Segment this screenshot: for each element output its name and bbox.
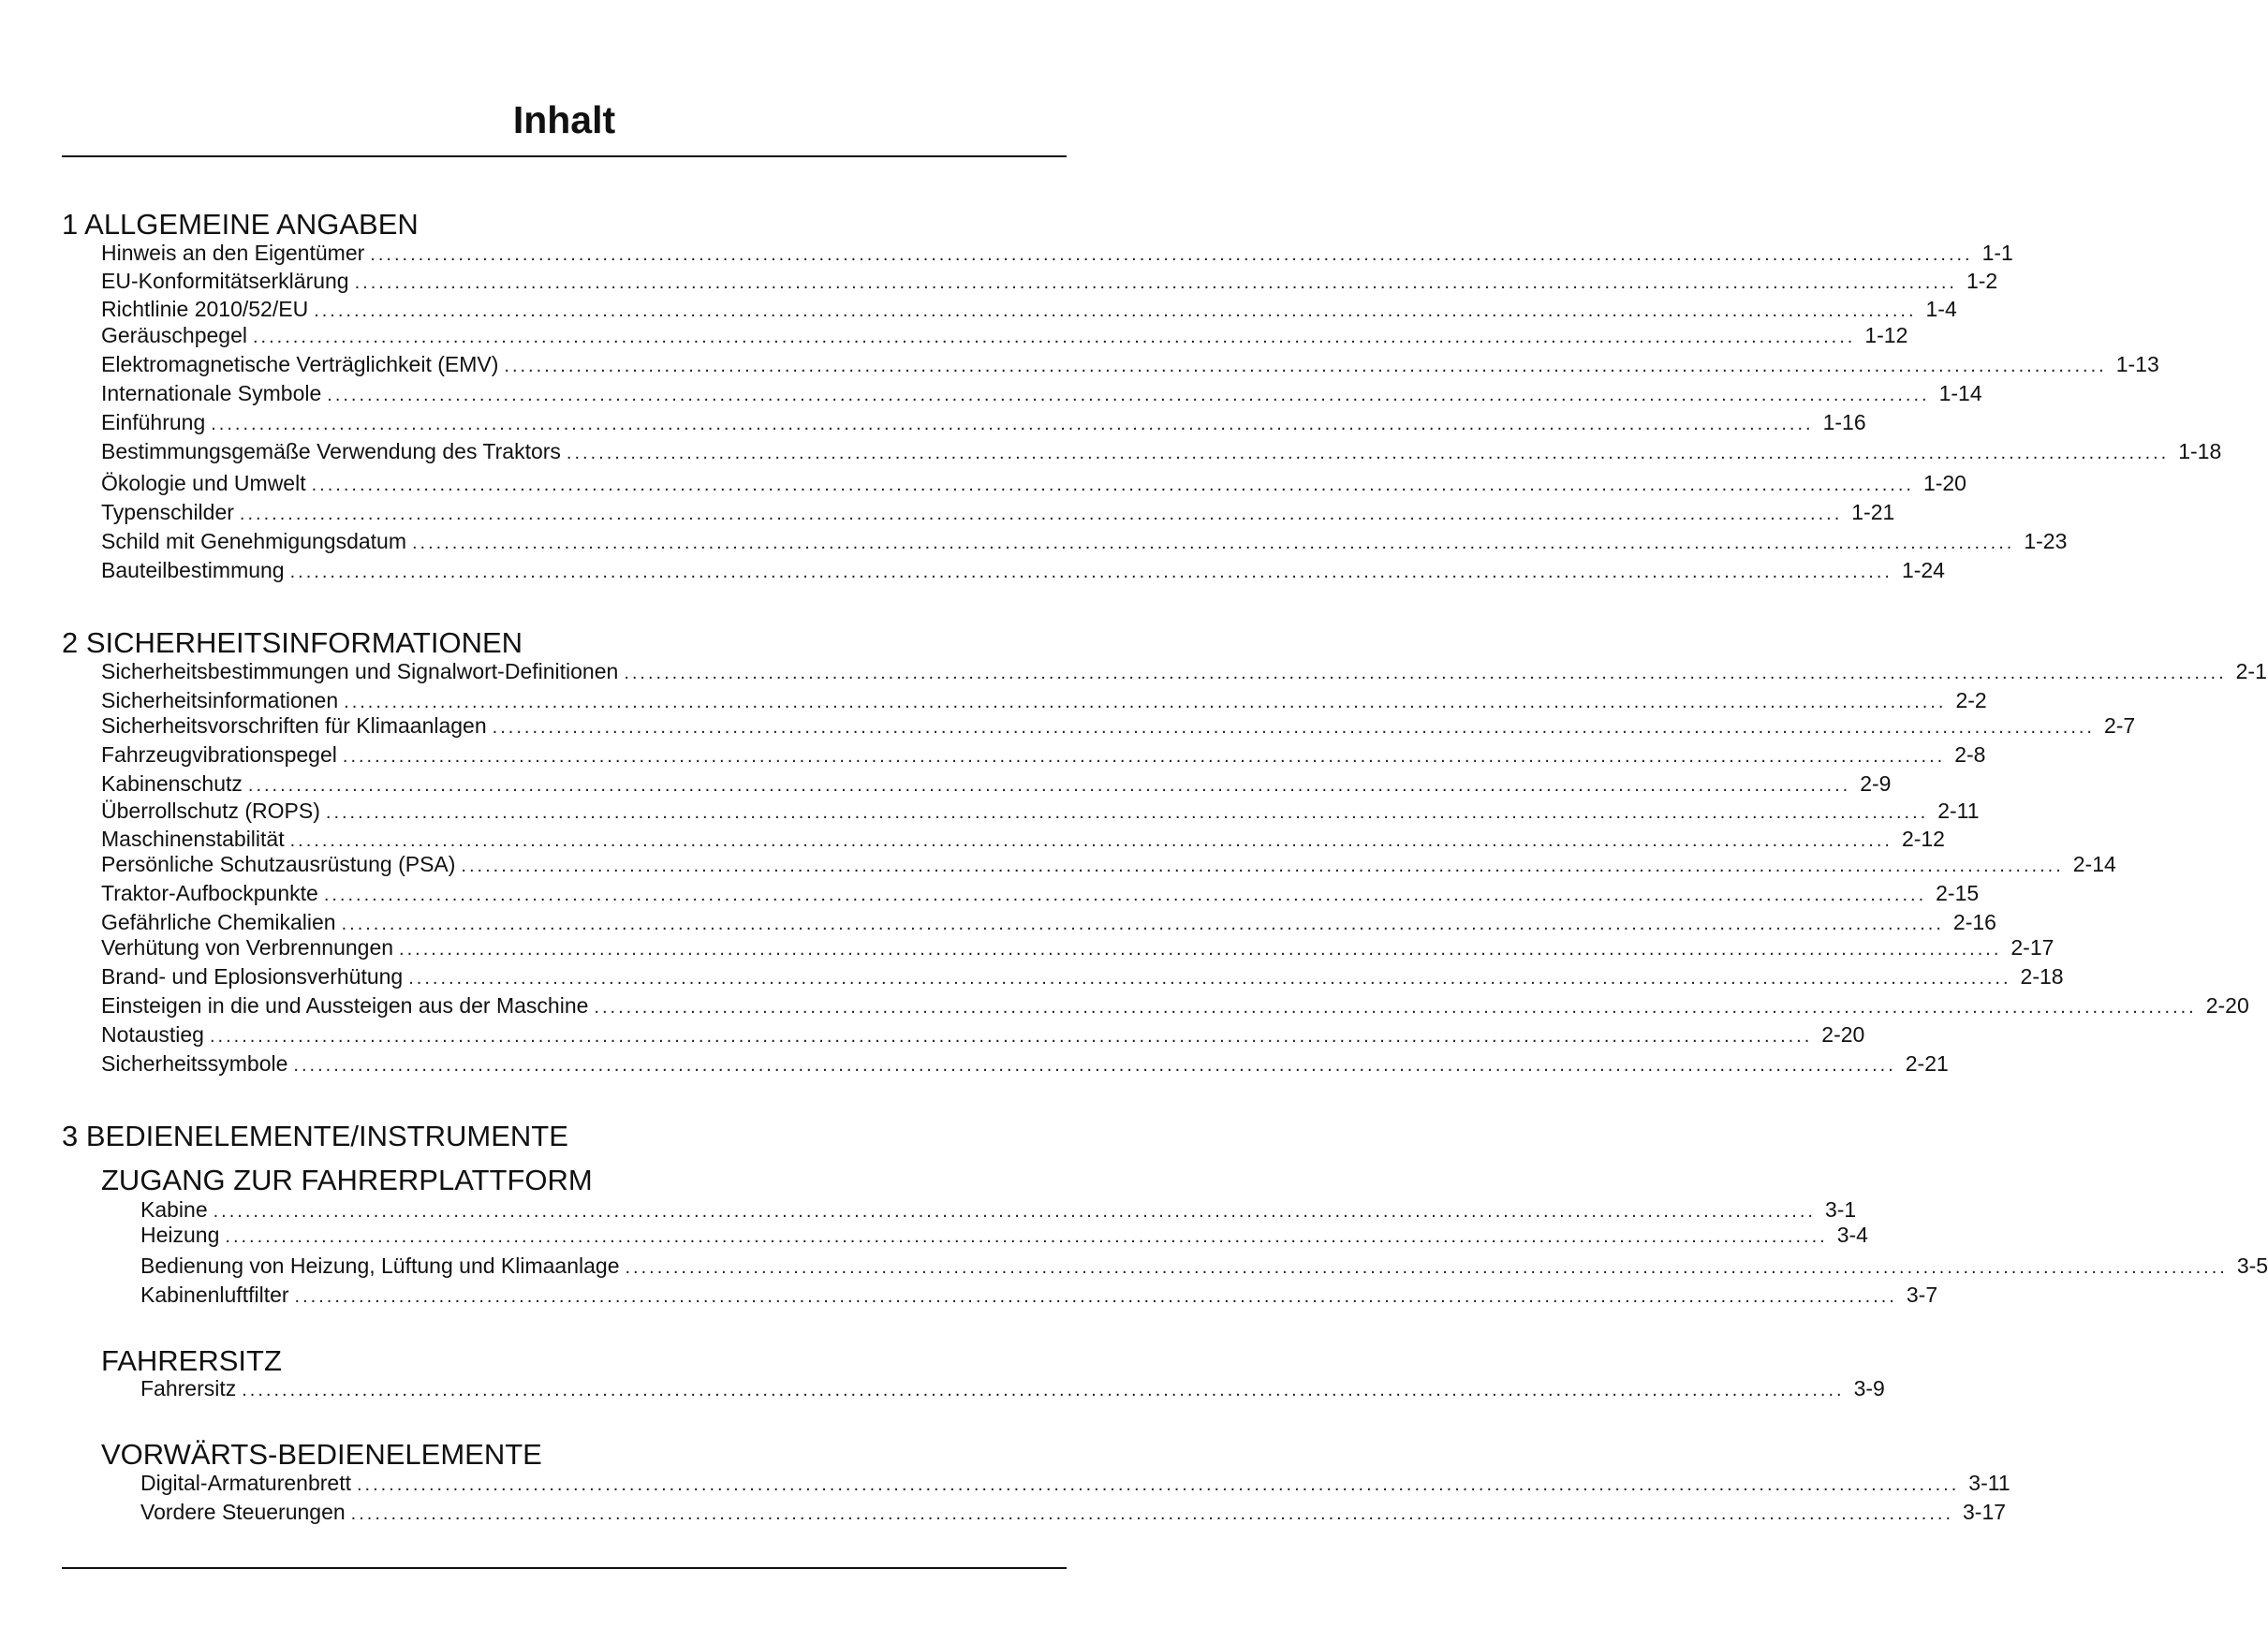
dot-leader: ........................................................................................................................................................................................................ (492, 717, 2095, 738)
toc-entry-label: Typenschilder (101, 500, 234, 524)
toc-entry-page: 1-24 (1901, 558, 1945, 582)
dot-leader: ........................................................................................................................................................................................................ (225, 1226, 1828, 1247)
toc-entry-page: 1-1 (1981, 241, 2013, 265)
dot-leader: ........................................................................................................................................................................................................ (624, 663, 2227, 683)
toc-entry[interactable] (101, 798, 1980, 826)
toc-entry-label: Fahrersitz (140, 1376, 237, 1400)
toc-entry-page: 1-23 (2024, 529, 2068, 553)
section-heading: ZUGANG ZUR FAHRERPLATTFORM (101, 1164, 593, 1196)
toc-entry-label: Kabinenluftfilter (140, 1283, 289, 1307)
toc-entry-page: 1-4 (1925, 297, 1957, 321)
dot-leader: ........................................................................................................................................................................................................ (247, 775, 1851, 796)
toc-entry-page: 3-9 (1853, 1376, 1885, 1400)
dot-leader: ........................................................................................................................................................................................................ (408, 968, 2011, 989)
dot-leader: ........................................................................................................................................................................................................ (325, 802, 1929, 823)
toc-entry-page: 2-14 (2072, 852, 2116, 876)
toc-entry-label: EU-Konformitätserklärung (101, 269, 349, 293)
toc-entry-label: Notaustieg (101, 1022, 204, 1047)
dot-leader: ........................................................................................................................................................................................................ (293, 1055, 1896, 1076)
toc-entry-page: 2-20 (1821, 1022, 1865, 1047)
toc-entry-page: 1-16 (1822, 410, 1866, 434)
toc-entry[interactable] (101, 992, 2249, 1020)
toc-entry-label: Vordere Steuerungen (140, 1500, 346, 1524)
toc-entry-label: Bedienung von Heizung, Lüftung und Klimaanlage (140, 1253, 620, 1278)
toc-entry-page: 2-9 (1860, 771, 1892, 796)
toc-entry[interactable] (140, 1499, 2007, 1527)
toc-entry-page: 1-18 (2178, 439, 2222, 463)
toc-entry[interactable] (140, 1282, 1938, 1310)
dot-leader: ........................................................................................................................................................................................................ (311, 475, 1914, 495)
toc-entry-page: 2-18 (2020, 964, 2064, 989)
toc-entry-page: 2-11 (1937, 799, 1980, 823)
toc-entry[interactable] (140, 1222, 1868, 1250)
toc-entry[interactable] (101, 1050, 1949, 1078)
dot-leader: ........................................................................................................................................................................................................ (289, 830, 1892, 851)
dot-leader: ........................................................................................................................................................................................................ (211, 414, 1814, 434)
toc-entry-page: 2-21 (1905, 1051, 1949, 1076)
toc-entry-label: Traktor-Aufbockpunkte (101, 881, 318, 905)
toc-entry[interactable] (101, 963, 2064, 991)
toc-entry[interactable] (101, 268, 1998, 296)
dot-leader: ........................................................................................................................................................................................................ (323, 885, 1927, 905)
toc-entry-label: Elektromagnetische Verträglichkeit (EMV) (101, 352, 499, 376)
toc-entry-page: 2-8 (1954, 742, 1986, 767)
toc-entry-label: Ökologie und Umwelt (101, 471, 306, 495)
toc-entry-page: 3-1 (1824, 1197, 1857, 1222)
toc-entry[interactable] (101, 851, 2116, 879)
toc-entry-label: Geräuschpegel (101, 323, 247, 347)
toc-entry-page: 2-12 (1901, 827, 1945, 851)
toc-entry[interactable] (101, 741, 1986, 770)
toc-entry-page: 3-4 (1836, 1223, 1868, 1247)
toc-entry-page: 1-20 (1922, 471, 1966, 495)
toc-entry[interactable] (101, 880, 1980, 908)
toc-entry-page: 3-5 (2236, 1253, 2268, 1278)
toc-entry-label: Sicherheitsinformationen (101, 688, 339, 712)
toc-entry[interactable] (101, 351, 2159, 379)
toc-entry-page: 3-17 (1963, 1500, 2007, 1524)
toc-entry-page: 2-20 (2205, 993, 2249, 1018)
toc-entry[interactable] (140, 1196, 1857, 1224)
dot-leader: ........................................................................................................................................................................................................ (342, 746, 1946, 767)
dot-leader: ........................................................................................................................................................................................................ (344, 692, 1947, 712)
toc-entry[interactable] (101, 296, 1957, 324)
toc-entry-page: 2-7 (2103, 713, 2136, 738)
dot-leader: ........................................................................................................................................................................................................ (399, 939, 2002, 960)
toc-entry-label: Schild mit Genehmigungsdatum (101, 529, 406, 553)
toc-entry-label: Heizung (140, 1223, 220, 1247)
section-heading: FAHRERSITZ (101, 1344, 282, 1377)
toc-entry-page: 1-13 (2115, 352, 2159, 376)
dot-leader: ........................................................................................................................................................................................................ (354, 272, 1957, 293)
dot-leader: ........................................................................................................................................................................................................ (327, 385, 1930, 405)
toc-entry-page: 2-15 (1936, 881, 1980, 905)
chapter-1-heading: 1 ALLGEMEINE ANGABEN (62, 208, 419, 241)
chapter-2-heading: 2 SICHERHEITSINFORMATIONEN (62, 626, 523, 659)
dot-leader: ........................................................................................................................................................................................................ (242, 1380, 1845, 1400)
dot-leader: ........................................................................................................................................................................................................ (625, 1257, 2228, 1278)
dot-leader: ........................................................................................................................................................................................................ (341, 914, 1944, 934)
toc-entry[interactable] (101, 499, 1895, 527)
dot-leader: ........................................................................................................................................................................................................ (594, 997, 2197, 1018)
toc-entry[interactable] (101, 934, 2054, 962)
toc-entry[interactable] (101, 240, 2013, 268)
toc-entry[interactable] (101, 380, 1982, 408)
top-rule (62, 155, 1067, 157)
toc-entry-page: 3-7 (1906, 1283, 1938, 1307)
dot-leader: ........................................................................................................................................................................................................ (356, 1474, 1960, 1495)
dot-leader: ........................................................................................................................................................................................................ (294, 1286, 1897, 1307)
toc-entry-label: Fahrzeugvibrationspegel (101, 742, 337, 767)
toc-entry-label: Brand- und Eplosionsverhütung (101, 964, 404, 989)
toc-entry-page: 2-2 (1955, 688, 1987, 712)
toc-entry-page: 1-2 (1966, 269, 1998, 293)
toc-entry-label: Kabine (140, 1197, 208, 1222)
dot-leader: ........................................................................................................................................................................................................ (314, 301, 1917, 321)
toc-entry-label: Gefährliche Chemikalien (101, 910, 336, 934)
toc-entry[interactable] (101, 322, 1908, 350)
toc-entry[interactable] (101, 438, 2222, 466)
toc-entry[interactable] (101, 557, 1945, 585)
toc-entry-page: 2-16 (1952, 910, 1996, 934)
dot-leader: ........................................................................................................................................................................................................ (566, 443, 2170, 463)
toc-entry-page: 3-11 (1968, 1471, 2010, 1495)
toc-entry-page: 1-14 (1938, 381, 1982, 405)
toc-entry-label: Einsteigen in die und Aussteigen aus der Maschine (101, 993, 589, 1018)
toc-entry-page: 1-21 (1851, 500, 1895, 524)
toc-entry[interactable] (101, 826, 1945, 854)
toc-entry-page: 2-1 (2235, 659, 2267, 683)
dot-leader: ........................................................................................................................................................................................................ (209, 1026, 1813, 1047)
toc-entry-label: Internationale Symbole (101, 381, 322, 405)
toc-entry[interactable] (101, 528, 2068, 556)
dot-leader: ........................................................................................................................................................................................................ (213, 1201, 1816, 1222)
toc-entry[interactable] (101, 658, 2267, 686)
toc-entry[interactable] (140, 1253, 2268, 1281)
toc-entry-label: Persönliche Schutzausrüstung (PSA) (101, 852, 456, 876)
toc-entry-label: Sicherheitsbestimmungen und Signalwort-Definitionen (101, 659, 619, 683)
toc-entry-label: Kabinenschutz (101, 771, 243, 796)
toc-entry-label: Bestimmungsgemäße Verwendung des Traktors (101, 439, 561, 463)
dot-leader: ........................................................................................................................................................................................................ (350, 1503, 1953, 1524)
dot-leader: ........................................................................................................................................................................................................ (412, 533, 2015, 553)
dot-leader: ........................................................................................................................................................................................................ (461, 856, 2064, 876)
dot-leader: ........................................................................................................................................................................................................ (253, 327, 1856, 347)
section-heading: VORWÄRTS-BEDIENELEMENTE (101, 1438, 542, 1471)
toc-entry[interactable] (140, 1470, 2010, 1498)
toc-entry-label: Verhütung von Verbrennungen (101, 935, 394, 960)
dot-leader: ........................................................................................................................................................................................................ (239, 504, 1843, 524)
toc-entry-label: Sicherheitsvorschriften für Klimaanlagen (101, 713, 487, 738)
toc-entry-label: Überrollschutz (ROPS) (101, 799, 320, 823)
toc-entry-page: 2-17 (2010, 935, 2054, 960)
toc-entry-label: Digital-Armaturenbrett (140, 1471, 351, 1495)
toc-entry[interactable] (101, 470, 1966, 498)
chapter-3-heading: 3 BEDIENELEMENTE/INSTRUMENTE (62, 1120, 568, 1152)
toc-entry[interactable] (101, 409, 1866, 437)
page-title: Inhalt (512, 98, 616, 141)
toc-entry[interactable] (101, 1021, 1865, 1049)
toc-entry[interactable] (101, 712, 2136, 740)
toc-entry-label: Bauteilbestimmung (101, 558, 285, 582)
dot-leader: ........................................................................................................................................................................................................ (504, 356, 2107, 376)
toc-entry-label: Sicherheitssymbole (101, 1051, 288, 1076)
dot-leader: ........................................................................................................................................................................................................ (370, 244, 1973, 265)
toc-entry-label: Einführung (101, 410, 206, 434)
toc-entry[interactable] (101, 909, 1996, 937)
toc-entry[interactable] (140, 1375, 1885, 1403)
toc-entry-label: Richtlinie 2010/52/EU (101, 297, 309, 321)
toc-entry-label: Maschinenstabilität (101, 827, 285, 851)
toc-entry[interactable] (101, 687, 1987, 715)
toc-entry-page: 1-12 (1864, 323, 1908, 347)
toc-entry-label: Hinweis an den Eigentümer (101, 241, 365, 265)
toc-entry[interactable] (101, 770, 1892, 799)
bottom-rule (62, 1567, 1067, 1569)
dot-leader: ........................................................................................................................................................................................................ (289, 562, 1892, 582)
